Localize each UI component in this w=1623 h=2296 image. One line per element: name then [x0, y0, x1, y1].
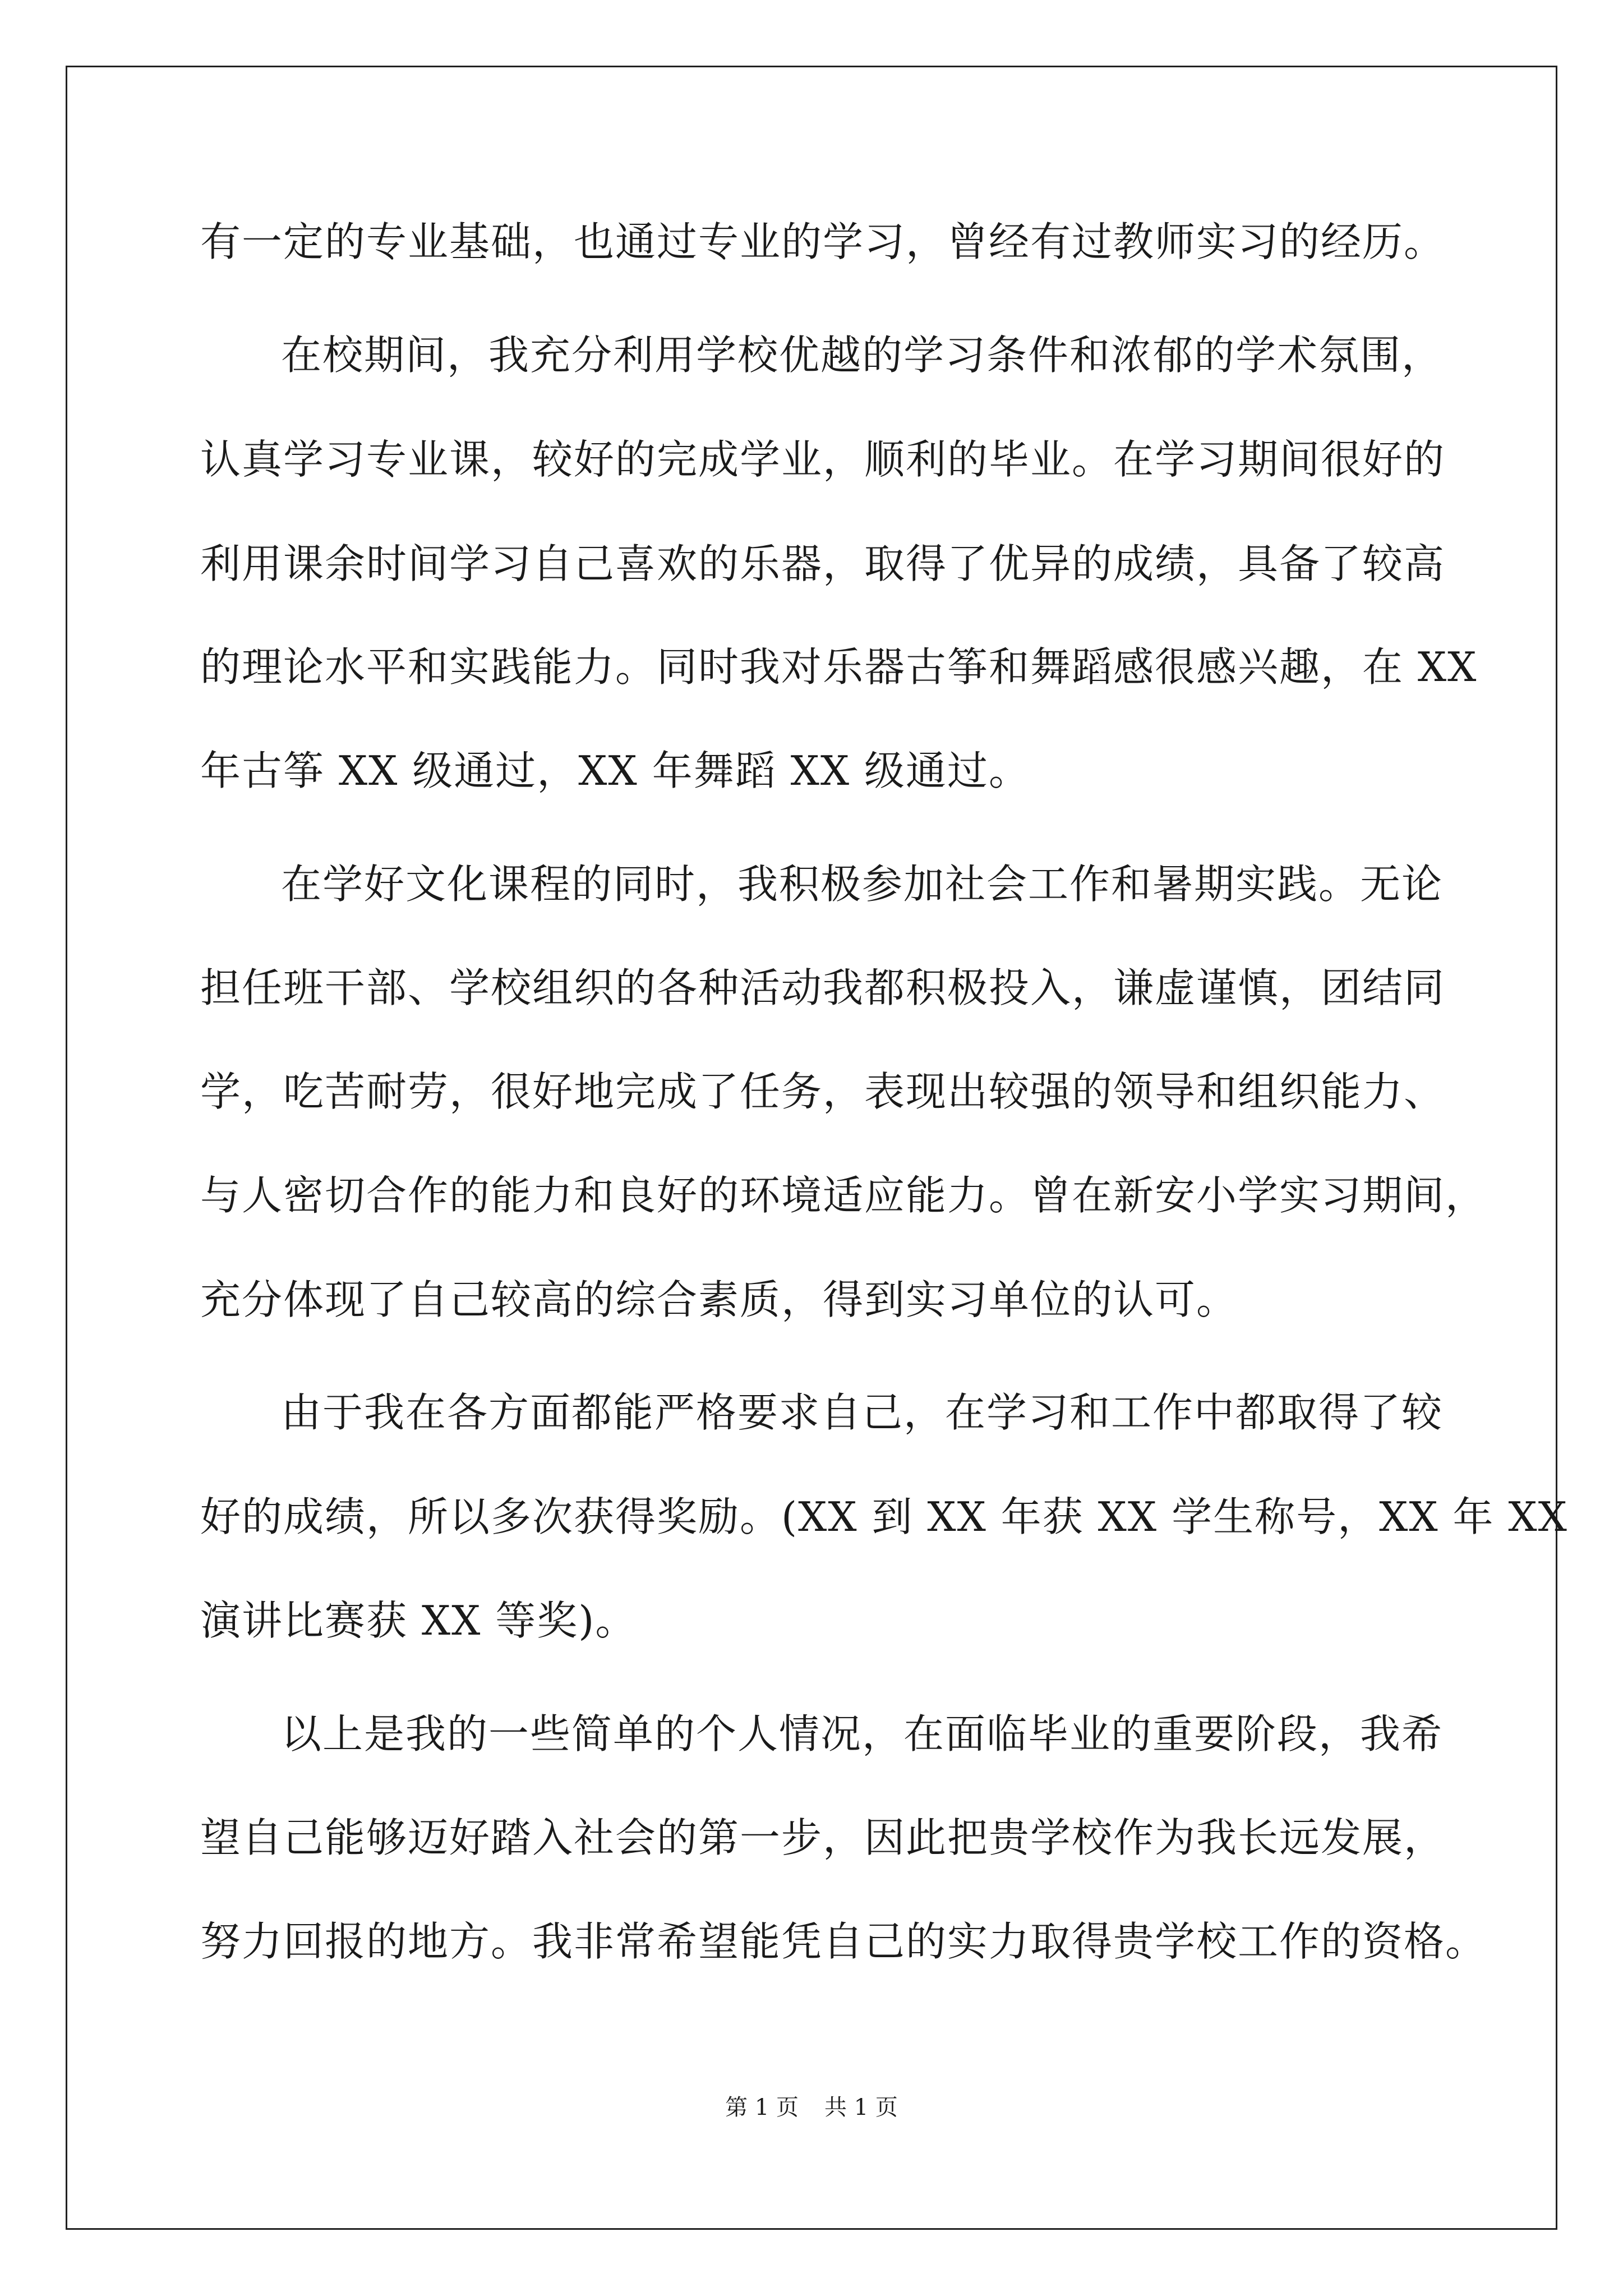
- text-line: 望自己能够迈好踏入社会的第一步，因此把贵学校作为我长远发展，: [200, 1814, 1446, 1861]
- text-line: 与人密切合作的能力和良好的环境适应能力。曾在新安小学实习期间，: [200, 1172, 1487, 1219]
- page-number: 第 1 页: [725, 2095, 799, 2120]
- page-footer: [0, 2096, 1623, 2119]
- paragraph-first-line: 在学好文化课程的同时，我积极参加社会工作和暑期实践。无论: [281, 861, 1444, 908]
- paragraph-first-line: 以上是我的一些简单的个人情况，在面临毕业的重要阶段，我希: [281, 1710, 1444, 1757]
- text-line: 充分体现了自己较高的综合素质，得到实习单位的认可。: [200, 1276, 1238, 1323]
- text-line: 好的成绩，所以多次获得奖励。(XX 到 XX 年获 XX 学生称号，XX 年 XX: [200, 1493, 1568, 1540]
- text-line: 有一定的专业基础，也通过专业的学习，曾经有过教师实习的经历。: [200, 218, 1446, 265]
- page-border: [66, 66, 1557, 2230]
- text-line: 的理论水平和实践能力。同时我对乐器古筝和舞蹈感很感兴趣，在 XX: [200, 643, 1478, 691]
- text-line: 年古筝 XX 级通过，XX 年舞蹈 XX 级通过。: [200, 747, 1030, 794]
- page-count: 共 1 页: [824, 2095, 898, 2120]
- text-line: 努力回报的地方。我非常希望能凭自己的实力取得贵学校工作的资格。: [200, 1918, 1487, 1965]
- text-line: 担任班干部、学校组织的各种活动我都积极投入，谦虚谨慎，团结同: [200, 964, 1446, 1011]
- text-line: 认真学习专业课，较好的完成学业，顺利的毕业。在学习期间很好的: [200, 436, 1446, 483]
- text-line: 演讲比赛获 XX 等奖)。: [200, 1597, 637, 1644]
- text-line: 学，吃苦耐劳，很好地完成了任务，表现出较强的领导和组织能力、: [200, 1068, 1446, 1115]
- paragraph-first-line: 由于我在各方面都能严格要求自己，在学习和工作中都取得了较: [281, 1389, 1444, 1436]
- text-line: 利用课余时间学习自己喜欢的乐器，取得了优异的成绩，具备了较高: [200, 540, 1446, 587]
- paragraph-first-line: 在校期间，我充分利用学校优越的学习条件和浓郁的学术氛围，: [281, 332, 1444, 379]
